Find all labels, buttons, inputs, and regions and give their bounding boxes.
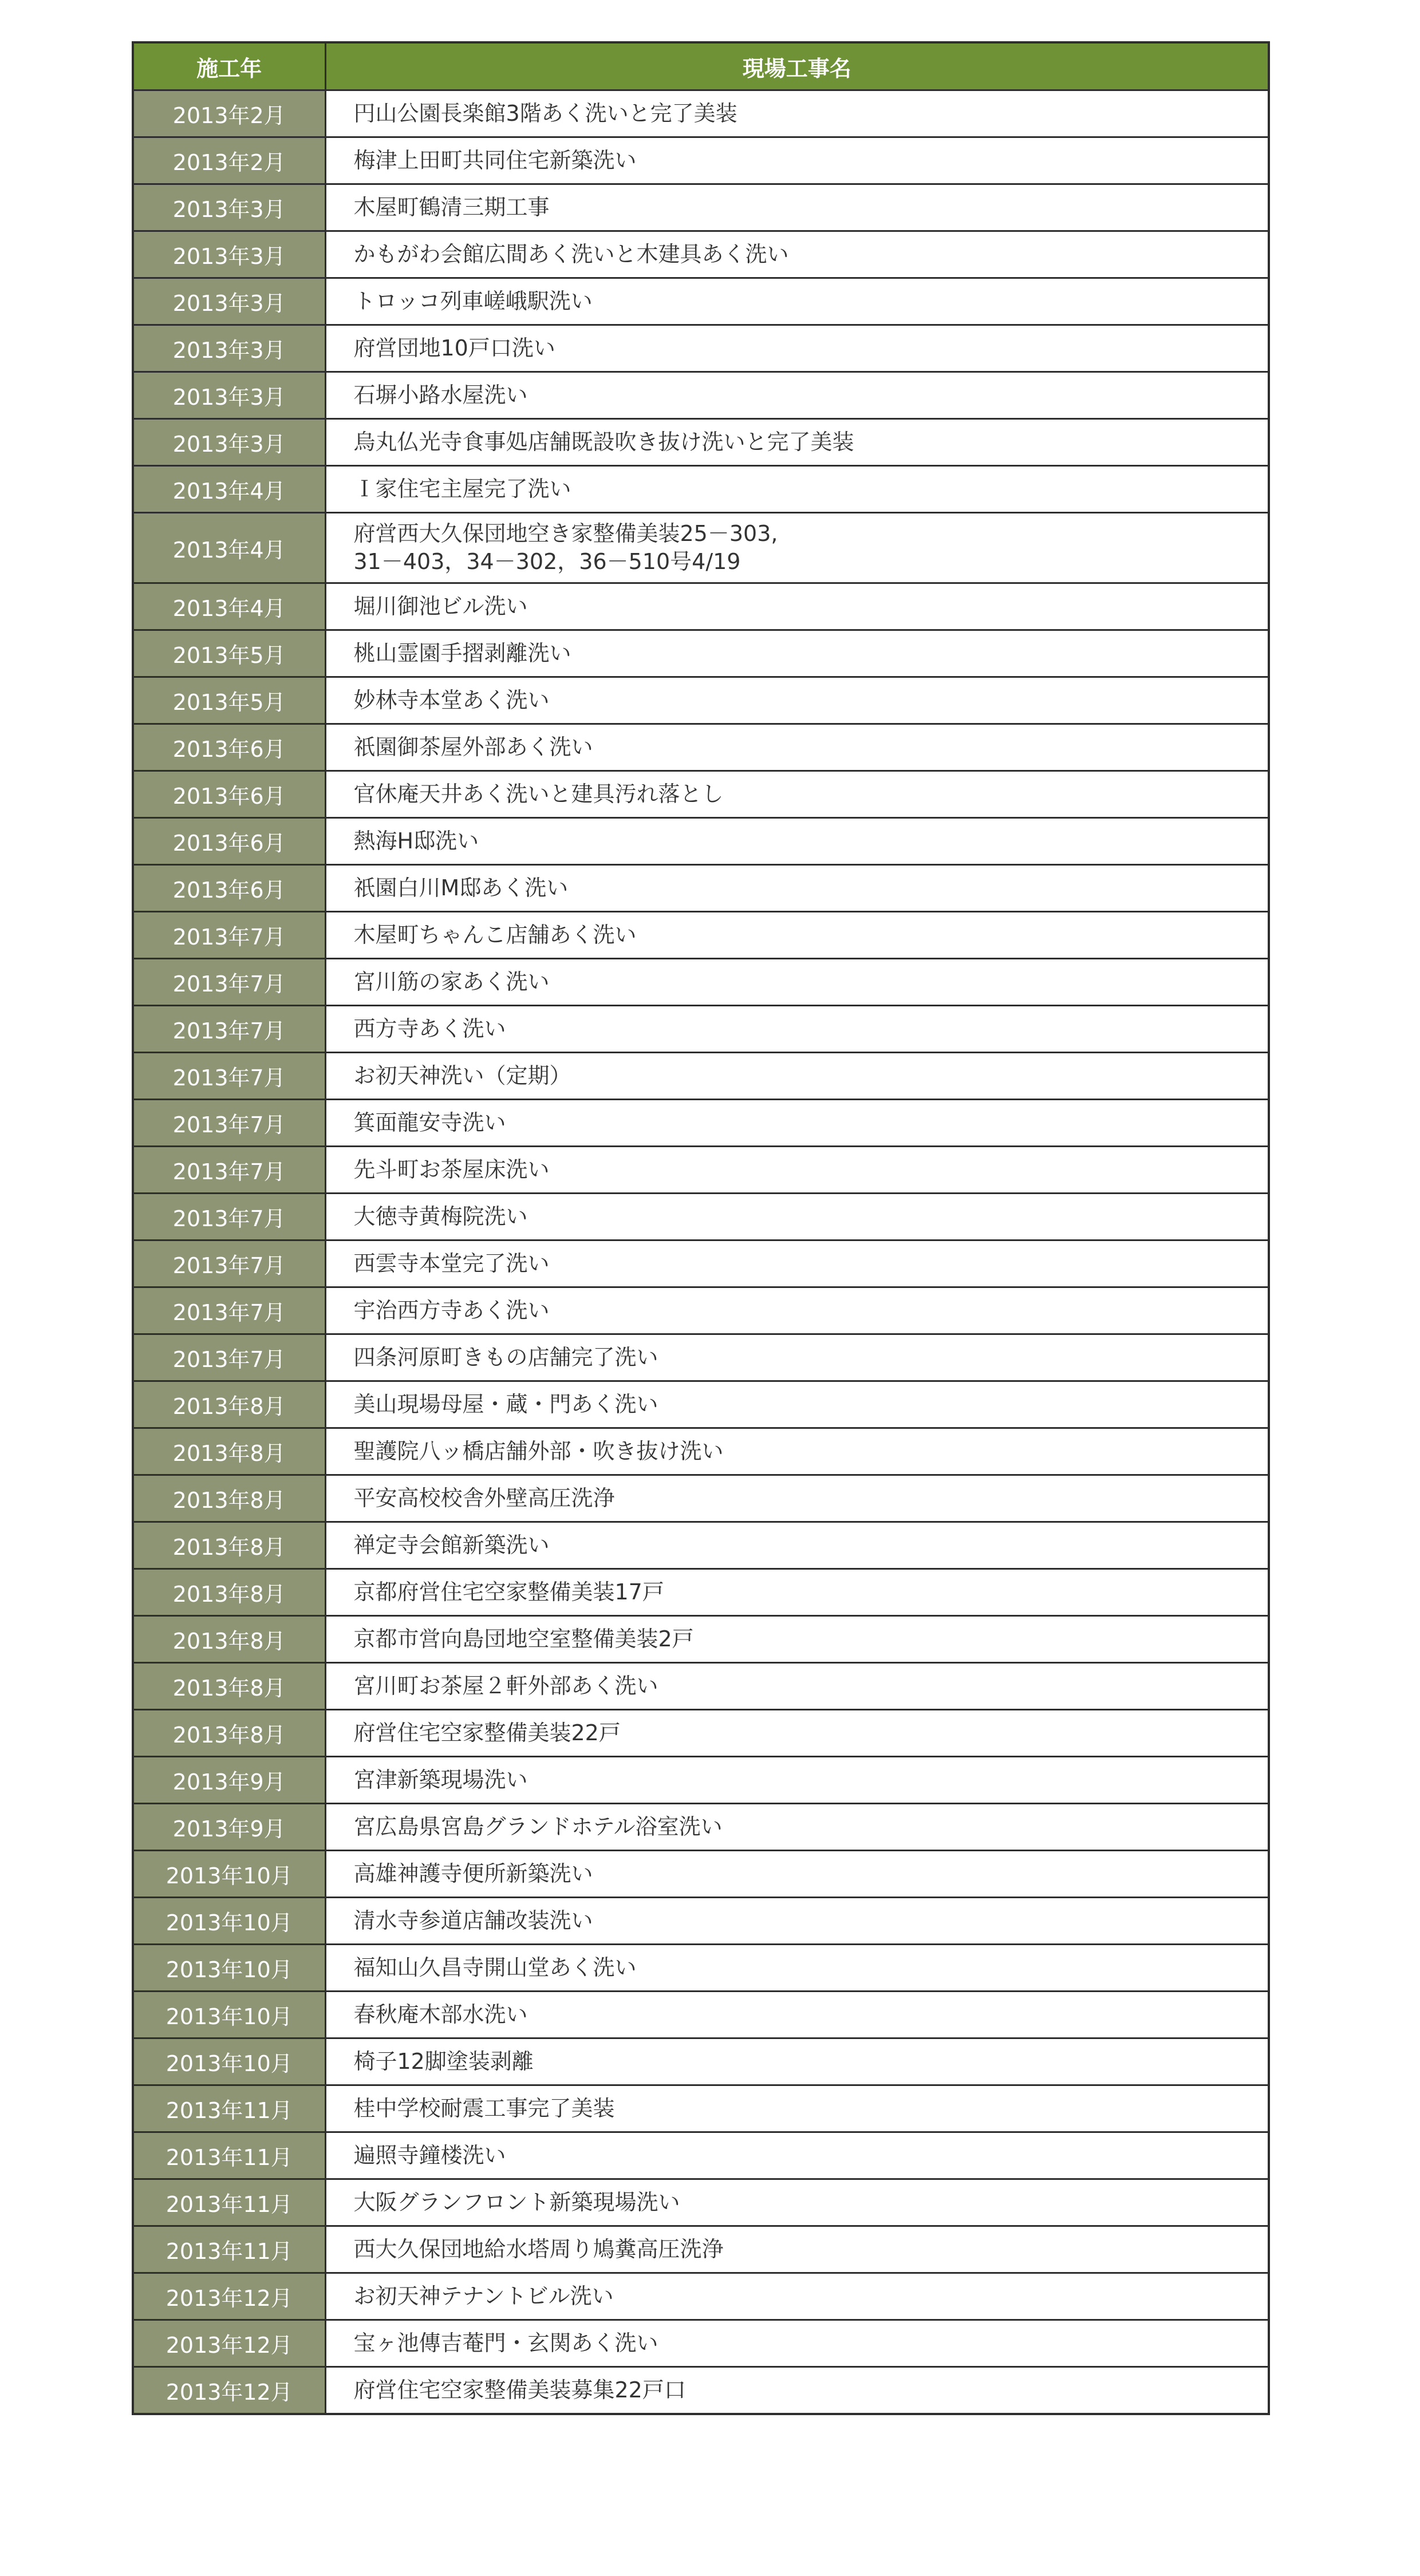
site-name-cell xyxy=(325,2132,1269,2179)
site-name-cell xyxy=(325,1334,1269,1381)
site-name-text: 箕面龍安寺洗い xyxy=(353,1109,506,1135)
site-name-cell xyxy=(325,2273,1269,2320)
year-cell: 2013年2月 xyxy=(133,90,325,137)
site-name-text: 府営住宅空家整備美装募集22戸口 xyxy=(353,2377,686,2403)
site-name-text: 堀川御池ビル洗い xyxy=(353,593,528,619)
site-name-text: 京都市営向島団地空室整備美装2戸 xyxy=(353,1626,694,1652)
site-name-cell xyxy=(325,1569,1269,1616)
table-row xyxy=(133,2038,1269,2085)
site-name-text: 桃山霊園手摺剥離洗い xyxy=(353,640,571,666)
year-cell: 2013年3月 xyxy=(133,372,325,419)
year-cell: 2013年8月 xyxy=(133,1663,325,1710)
site-name-cell xyxy=(325,231,1269,278)
site-name-cell xyxy=(325,771,1269,818)
year-cell: 2013年6月 xyxy=(133,724,325,771)
table-row xyxy=(133,1475,1269,1522)
site-name-text: 府営西大久保団地空き家整備美装25－303, xyxy=(353,520,778,546)
site-name-cell xyxy=(325,1194,1269,1240)
year-cell: 2013年7月 xyxy=(133,1147,325,1194)
table-row xyxy=(133,724,1269,771)
table-row xyxy=(133,231,1269,278)
site-name-text: 府営住宅空家整備美装22戸 xyxy=(353,1720,621,1745)
site-name-text: 禅定寺会館新築洗い xyxy=(353,1532,550,1558)
year-cell: 2013年4月 xyxy=(133,513,325,583)
table-row xyxy=(133,1757,1269,1804)
site-name-text: 平安高校校舎外壁高圧洗浄 xyxy=(353,1485,615,1511)
site-name-text: お初天神洗い（定期） xyxy=(353,1062,571,1088)
column-header-year: 施工年 xyxy=(133,42,325,90)
table-row xyxy=(133,1428,1269,1475)
site-name-cell xyxy=(325,959,1269,1006)
year-cell: 2013年6月 xyxy=(133,865,325,912)
table-row xyxy=(133,1334,1269,1381)
site-name-text: 官休庵天井あく洗いと建具汚れ落とし xyxy=(353,781,724,807)
site-name-text: 熱海H邸洗い xyxy=(353,828,479,854)
site-name-cell xyxy=(325,630,1269,677)
year-cell: 2013年8月 xyxy=(133,1569,325,1616)
site-name-text: 西方寺あく洗い xyxy=(353,1016,506,1041)
site-name-cell xyxy=(325,513,1269,583)
site-name-cell xyxy=(325,1851,1269,1898)
site-name-text: 京都府営住宅空家整備美装17戸 xyxy=(353,1579,664,1605)
table-row xyxy=(133,771,1269,818)
site-name-cell xyxy=(325,865,1269,912)
site-name-text: 四条河原町きもの店舗完了洗い xyxy=(353,1344,658,1370)
year-cell: 2013年10月 xyxy=(133,1945,325,1992)
site-name-cell xyxy=(325,677,1269,724)
table-row xyxy=(133,137,1269,184)
site-name-cell xyxy=(325,1006,1269,1053)
table-row xyxy=(133,2367,1269,2415)
year-cell: 2013年3月 xyxy=(133,231,325,278)
site-name-text: 聖護院八ッ橋店舗外部・吹き抜け洗い xyxy=(353,1438,724,1464)
site-name-text: 宮川町お茶屋２軒外部あく洗い xyxy=(353,1673,658,1698)
site-name-cell xyxy=(325,1757,1269,1804)
site-name-cell xyxy=(325,466,1269,513)
table-row xyxy=(133,278,1269,325)
site-name-cell xyxy=(325,1053,1269,1100)
year-cell: 2013年10月 xyxy=(133,1851,325,1898)
site-name-text: 宮川筋の家あく洗い xyxy=(353,969,550,994)
site-name-text: 福知山久昌寺開山堂あく洗い xyxy=(353,1954,637,1980)
site-name-cell xyxy=(325,583,1269,630)
site-name-cell xyxy=(325,90,1269,137)
year-cell: 2013年9月 xyxy=(133,1757,325,1804)
year-cell: 2013年7月 xyxy=(133,1006,325,1053)
year-cell: 2013年8月 xyxy=(133,1616,325,1663)
site-name-text: 春秋庵木部水洗い xyxy=(353,2001,528,2027)
site-name-text: 祇園白川M邸あく洗い xyxy=(353,875,569,900)
site-name-cell xyxy=(325,1287,1269,1334)
table-row xyxy=(133,1006,1269,1053)
site-name-text: Ｉ家住宅主屋完了洗い xyxy=(353,476,571,501)
site-name-text: 椅子12脚塗装剥離 xyxy=(353,2048,534,2074)
table-row xyxy=(133,1240,1269,1287)
year-cell: 2013年7月 xyxy=(133,1053,325,1100)
table-row xyxy=(133,818,1269,865)
year-cell: 2013年4月 xyxy=(133,583,325,630)
table-row xyxy=(133,184,1269,231)
year-cell: 2013年7月 xyxy=(133,959,325,1006)
year-cell: 2013年8月 xyxy=(133,1522,325,1569)
table-row xyxy=(133,1616,1269,1663)
year-cell: 2013年4月 xyxy=(133,466,325,513)
site-name-cell xyxy=(325,278,1269,325)
year-cell: 2013年8月 xyxy=(133,1428,325,1475)
site-name-cell xyxy=(325,2320,1269,2367)
year-cell: 2013年5月 xyxy=(133,677,325,724)
year-cell: 2013年9月 xyxy=(133,1804,325,1851)
site-name-text: 梅津上田町共同住宅新築洗い xyxy=(353,147,637,173)
table-row xyxy=(133,2320,1269,2367)
table-row xyxy=(133,325,1269,372)
year-cell: 2013年11月 xyxy=(133,2085,325,2132)
year-cell: 2013年12月 xyxy=(133,2320,325,2367)
year-cell: 2013年8月 xyxy=(133,1710,325,1757)
site-name-cell xyxy=(325,1804,1269,1851)
table-body xyxy=(133,90,1269,2415)
site-name-text-line2: 31－403，34－302，36－510号4/19 xyxy=(353,549,741,574)
site-name-cell xyxy=(325,1240,1269,1287)
site-name-cell xyxy=(325,912,1269,959)
site-name-text: 大阪グランフロント新築現場洗い xyxy=(353,2189,680,2215)
year-cell: 2013年6月 xyxy=(133,818,325,865)
site-name-cell xyxy=(325,1898,1269,1945)
table-row xyxy=(133,1710,1269,1757)
year-cell: 2013年6月 xyxy=(133,771,325,818)
site-name-cell xyxy=(325,372,1269,419)
table-row xyxy=(133,1663,1269,1710)
year-cell: 2013年12月 xyxy=(133,2367,325,2415)
site-name-text: 西雲寺本堂完了洗い xyxy=(353,1250,550,1276)
site-name-cell xyxy=(325,1663,1269,1710)
site-name-cell xyxy=(325,818,1269,865)
site-name-text: 桂中学校耐震工事完了美装 xyxy=(353,2095,615,2121)
site-name-cell xyxy=(325,419,1269,466)
year-cell: 2013年8月 xyxy=(133,1475,325,1522)
year-cell: 2013年12月 xyxy=(133,2273,325,2320)
table-row xyxy=(133,1992,1269,2038)
table-row xyxy=(133,677,1269,724)
table-row xyxy=(133,2132,1269,2179)
year-cell: 2013年3月 xyxy=(133,278,325,325)
year-cell: 2013年7月 xyxy=(133,912,325,959)
site-name-cell xyxy=(325,2085,1269,2132)
site-name-text: 宮広島県宮島グランドホテル浴室洗い xyxy=(353,1814,723,1839)
table-row xyxy=(133,513,1269,583)
table-row xyxy=(133,912,1269,959)
site-name-text: お初天神テナントビル洗い xyxy=(353,2283,614,2309)
site-name-text: 高雄神護寺便所新築洗い xyxy=(353,1860,593,1886)
site-name-cell xyxy=(325,1428,1269,1475)
year-cell: 2013年7月 xyxy=(133,1194,325,1240)
site-name-text: 西大久保団地給水塔周り鳩糞高圧洗浄 xyxy=(353,2236,724,2262)
site-name-cell xyxy=(325,1992,1269,2038)
site-name-text: 木屋町ちゃんこ店舗あく洗い xyxy=(353,922,637,947)
table-row xyxy=(133,959,1269,1006)
site-name-cell xyxy=(325,2226,1269,2273)
site-name-cell xyxy=(325,1100,1269,1147)
table-row xyxy=(133,2179,1269,2226)
site-name-text: 祇園御茶屋外部あく洗い xyxy=(353,734,593,760)
table-row xyxy=(133,1287,1269,1334)
site-name-text: 府営団地10戸口洗い xyxy=(353,335,555,361)
table-row xyxy=(133,1147,1269,1194)
year-cell: 2013年7月 xyxy=(133,1100,325,1147)
table-row xyxy=(133,1851,1269,1898)
site-name-text: かもがわ会館広間あく洗いと木建具あく洗い xyxy=(353,241,789,267)
site-name-cell xyxy=(325,1710,1269,1757)
site-name-cell xyxy=(325,2179,1269,2226)
table-row xyxy=(133,2226,1269,2273)
table-row xyxy=(133,1945,1269,1992)
site-name-text: 清水寺参道店舗改装洗い xyxy=(353,1907,593,1933)
site-name-cell xyxy=(325,1616,1269,1663)
table-row xyxy=(133,1194,1269,1240)
site-name-text: 木屋町鶴清三期工事 xyxy=(353,194,550,220)
column-header-site-name: 現場工事名 xyxy=(325,42,1269,90)
year-cell: 2013年7月 xyxy=(133,1240,325,1287)
table-row xyxy=(133,1381,1269,1428)
site-name-cell xyxy=(325,1522,1269,1569)
year-cell: 2013年2月 xyxy=(133,137,325,184)
site-name-cell xyxy=(325,1475,1269,1522)
site-name-cell xyxy=(325,2367,1269,2415)
site-name-text: 大徳寺黄梅院洗い xyxy=(353,1203,528,1229)
table-row xyxy=(133,1100,1269,1147)
site-name-text: トロッコ列車嵯峨駅洗い xyxy=(353,288,593,314)
year-cell: 2013年5月 xyxy=(133,630,325,677)
table-row xyxy=(133,865,1269,912)
year-cell: 2013年7月 xyxy=(133,1334,325,1381)
table-row xyxy=(133,1569,1269,1616)
site-name-text: 烏丸仏光寺食事処店舗既設吹き抜け洗いと完了美装 xyxy=(353,429,854,455)
site-name-cell xyxy=(325,724,1269,771)
year-cell: 2013年10月 xyxy=(133,2038,325,2085)
site-name-text: 宝ヶ池傳吉菴門・玄関あく洗い xyxy=(353,2330,658,2356)
year-cell: 2013年10月 xyxy=(133,1992,325,2038)
site-name-text: 宮津新築現場洗い xyxy=(353,1767,528,1792)
site-name-text: 先斗町お茶屋床洗い xyxy=(353,1156,550,1182)
year-cell: 2013年3月 xyxy=(133,325,325,372)
site-name-cell xyxy=(325,137,1269,184)
year-cell: 2013年11月 xyxy=(133,2132,325,2179)
year-cell: 2013年3月 xyxy=(133,419,325,466)
construction-records-table xyxy=(132,41,1270,2415)
table-row xyxy=(133,1522,1269,1569)
site-name-text: 遍照寺鐘楼洗い xyxy=(353,2142,506,2168)
table-row xyxy=(133,2273,1269,2320)
table-row xyxy=(133,90,1269,137)
table-row xyxy=(133,466,1269,513)
table-row xyxy=(133,1053,1269,1100)
table-row xyxy=(133,630,1269,677)
site-name-cell xyxy=(325,1945,1269,1992)
year-cell: 2013年11月 xyxy=(133,2179,325,2226)
year-cell: 2013年10月 xyxy=(133,1898,325,1945)
table-row xyxy=(133,1898,1269,1945)
site-name-cell xyxy=(325,1147,1269,1194)
site-name-cell xyxy=(325,2038,1269,2085)
site-name-text: 美山現場母屋・蔵・門あく洗い xyxy=(353,1391,658,1417)
table-row xyxy=(133,1804,1269,1851)
year-cell: 2013年3月 xyxy=(133,184,325,231)
site-name-text: 妙林寺本堂あく洗い xyxy=(353,687,550,713)
year-cell: 2013年11月 xyxy=(133,2226,325,2273)
table-row xyxy=(133,419,1269,466)
year-cell: 2013年7月 xyxy=(133,1287,325,1334)
site-name-cell xyxy=(325,325,1269,372)
table-row xyxy=(133,372,1269,419)
table-row xyxy=(133,583,1269,630)
table-row xyxy=(133,2085,1269,2132)
site-name-cell xyxy=(325,1381,1269,1428)
site-name-text: 円山公園長楽館3階あく洗いと完了美装 xyxy=(353,100,737,126)
table-header-row xyxy=(133,42,1269,90)
site-name-cell xyxy=(325,184,1269,231)
site-name-text: 石塀小路水屋洗い xyxy=(353,382,528,408)
year-cell: 2013年8月 xyxy=(133,1381,325,1428)
site-name-text: 宇治西方寺あく洗い xyxy=(353,1297,550,1323)
